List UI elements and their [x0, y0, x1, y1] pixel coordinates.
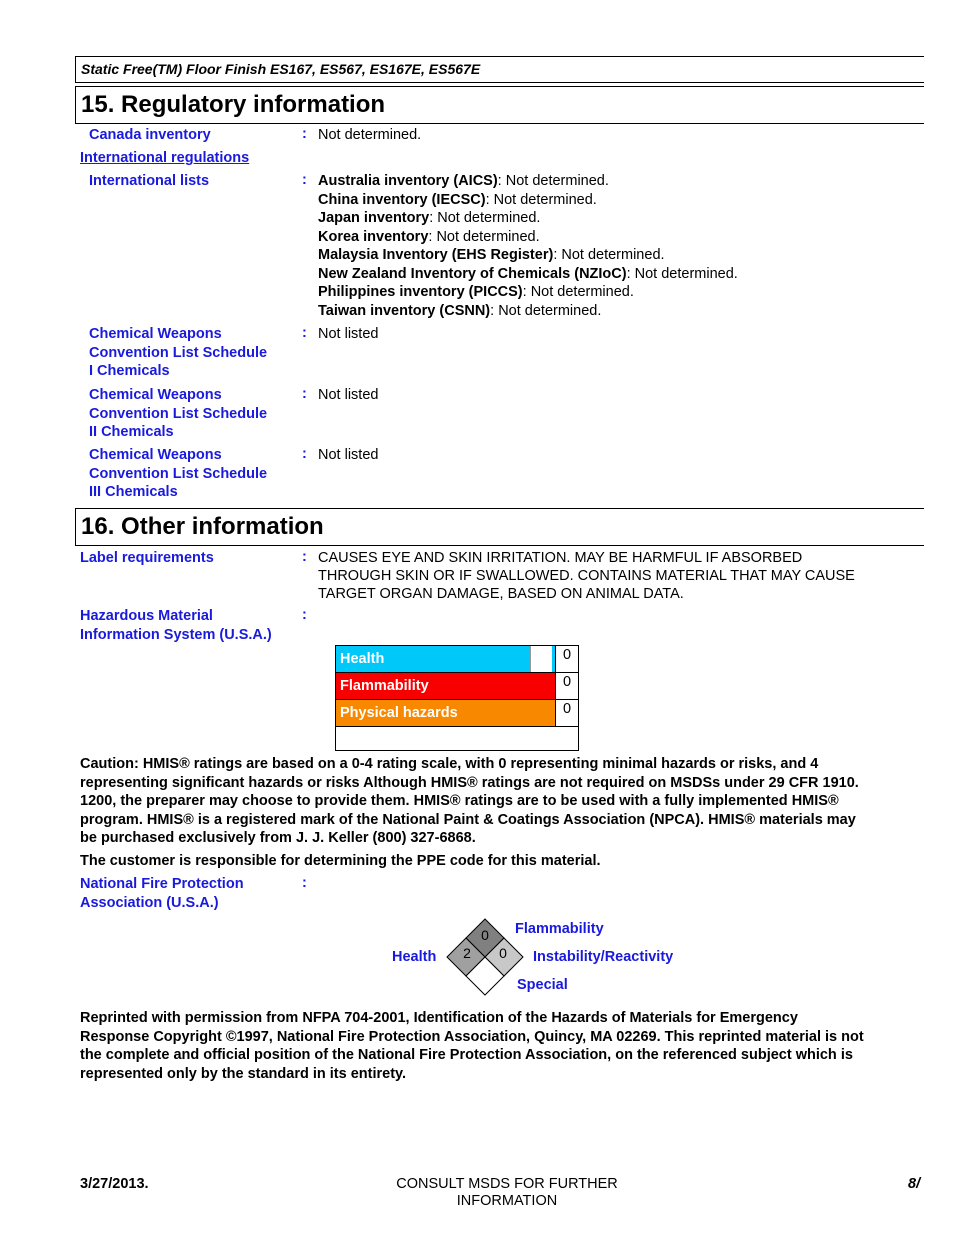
- colon: :: [302, 325, 307, 341]
- list-item: Korea inventory: Not determined.: [318, 228, 540, 245]
- cw-schedule-3-label: Chemical Weapons Convention List Schedule III Chemicals: [89, 447, 268, 500]
- label-requirements-label: Label requirements: [80, 550, 214, 566]
- nfpa-instability-value: 0: [499, 945, 507, 961]
- section-15-title: 15. Regulatory information: [81, 91, 386, 118]
- international-lists-values: [318, 172, 738, 320]
- hmis-caution-text: Caution: HMIS® ratings are based on a 0-4 rating scale, with 0 representing minimal hazards or risks, and 4 representing significant hazards or risks Although HMIS® ratings are not required on MSDSs under 29 CFR 1910. 1200, the preparer may choose to provide them. HMIS® ratings are to be used with a fully implemented HMIS® program. HMIS® is a registered mark of the National Paint & Coatings Association (NPCA). HMIS® materials may be purchased exclusively from J. J. Keller (800) 327-6868.: [80, 756, 859, 846]
- section-15-header: [75, 86, 924, 124]
- hmis-rating-table: [335, 645, 579, 751]
- cw-schedule-1-value: Not listed: [318, 326, 379, 342]
- divider: [336, 699, 578, 700]
- colon: :: [302, 549, 307, 565]
- cw-schedule-3-value: Not listed: [318, 447, 379, 463]
- list-item: China inventory (IECSC): Not determined.: [318, 191, 597, 208]
- footer-consult-note: CONSULT MSDS FOR FURTHER INFORMATION: [396, 1176, 618, 1209]
- footer-date: 3/27/2013.: [80, 1176, 149, 1192]
- list-item: Australia inventory (AICS): Not determined.: [318, 173, 609, 189]
- colon: :: [302, 172, 307, 188]
- canada-inventory-label: Canada inventory: [89, 127, 211, 143]
- cw-schedule-2-value: Not listed: [318, 387, 379, 403]
- nfpa-special-label: Special: [517, 977, 568, 993]
- colon: :: [302, 386, 307, 402]
- colon: :: [302, 446, 307, 462]
- cw-schedule-1-label: Chemical Weapons Convention List Schedule I Chemicals: [89, 326, 268, 379]
- nfpa-reprint-text: Reprinted with permission from NFPA 704-2001, Identification of the Hazards of Materials for Emergency Response Copyright ©1997, National Fire Protection Association, Quincy, MA 02269. This reprinted material is not the complete and official position of the National Fire Protection Association, on the referenced subject which is represented only by the standard in its entirety.: [80, 1010, 864, 1082]
- divider: [555, 646, 556, 727]
- hmis-flammability-row: Flammability: [336, 673, 556, 699]
- hmis-health-value: 0: [562, 647, 572, 663]
- colon: :: [302, 126, 307, 142]
- nfpa-health-value: 2: [463, 945, 471, 961]
- nfpa-flammability-value: 0: [481, 927, 489, 943]
- nfpa-diamond: [446, 918, 524, 996]
- section-16-header: [75, 508, 924, 546]
- product-title-box: [75, 56, 924, 83]
- colon: :: [302, 875, 307, 891]
- list-item: Malaysia Inventory (EHS Register): Not determined.: [318, 247, 665, 263]
- canada-inventory-value: Not determined.: [318, 127, 422, 143]
- hmis-physical-hazards-row: Physical hazards: [336, 700, 556, 726]
- international-lists-label: International lists: [89, 173, 210, 189]
- colon: :: [302, 607, 307, 623]
- nfpa-flammability-label: Flammability: [515, 921, 604, 937]
- hmis-health-blank: [530, 646, 553, 672]
- international-regulations-link[interactable]: [80, 149, 249, 168]
- hmis-flammability-value: 0: [562, 674, 572, 690]
- hmis-health-row: Health: [336, 646, 530, 672]
- hmis-physical-hazards-value: 0: [562, 701, 572, 717]
- international-regulations-link-text[interactable]: International regulations: [80, 150, 250, 166]
- footer-page-number: 8/: [908, 1176, 921, 1192]
- ppe-note: The customer is responsible for determining the PPE code for this material.: [80, 853, 601, 869]
- section-16-title: 16. Other information: [81, 513, 324, 540]
- nfpa-health-label: Health: [392, 949, 437, 965]
- list-item: Taiwan inventory (CSNN): Not determined.: [318, 302, 602, 319]
- list-item: Philippines inventory (PICCS): Not determined.: [318, 284, 634, 300]
- nfpa-label: National Fire Protection Association (U.S.A.): [80, 876, 244, 911]
- divider: [336, 672, 578, 673]
- list-item: Japan inventory: Not determined.: [318, 210, 541, 226]
- hmis-label: Hazardous Material Information System (U.S.A.): [80, 608, 272, 643]
- list-item: New Zealand Inventory of Chemicals (NZIoC): Not determined.: [318, 265, 738, 282]
- cw-schedule-2-label: Chemical Weapons Convention List Schedule II Chemicals: [89, 387, 268, 440]
- product-title: Static Free(TM) Floor Finish ES167, ES567, ES167E, ES567E: [81, 61, 481, 77]
- nfpa-instability-label: Instability/Reactivity: [533, 949, 674, 965]
- label-requirements-value: CAUSES EYE AND SKIN IRRITATION. MAY BE HARMFUL IF ABSORBED THROUGH SKIN OR IF SWALLOWED. CONTAINS MATERIAL THAT MAY CAUSE TARGET ORGAN DAMAGE, BASED ON ANIMAL DATA.: [318, 550, 855, 602]
- divider: [336, 726, 578, 727]
